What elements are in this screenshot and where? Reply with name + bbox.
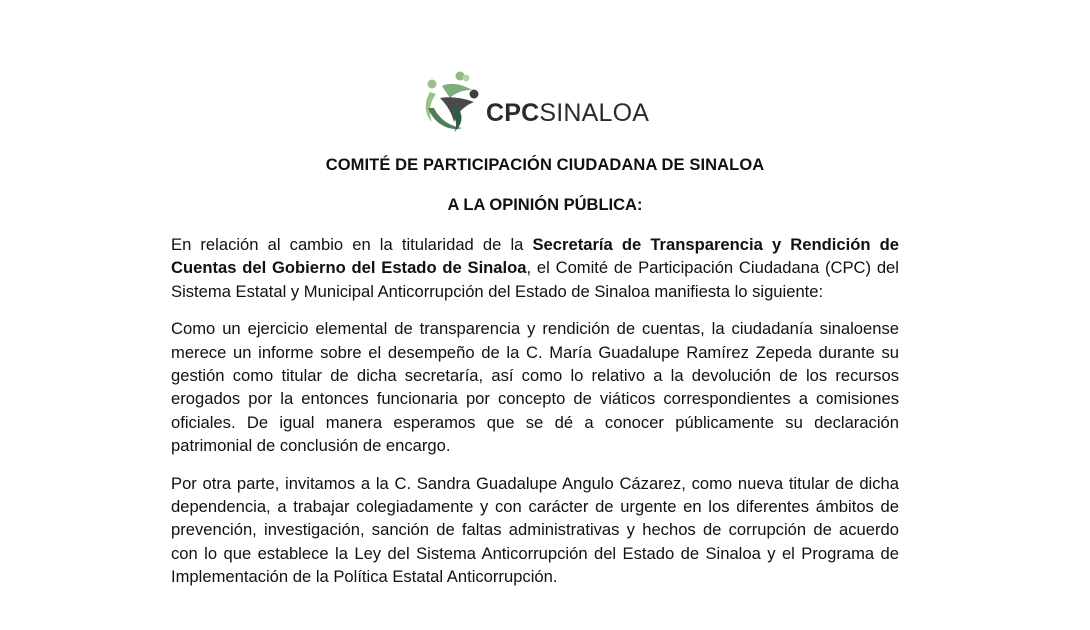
logo-wordmark xyxy=(486,98,649,128)
paragraph-1-rest: , el Comité de Participación Ciudadana (CPC) del Sistema Estatal y Municipal Anticorrupción del Estado de Sinaloa manifiesta lo siguiente: xyxy=(171,258,899,301)
paragraph-1-intro: En relación al cambio en la titularidad de la xyxy=(171,235,533,254)
logo-sinaloa-text: SINALOA xyxy=(539,99,650,127)
addressee-heading: A LA OPINIÓN PÚBLICA: xyxy=(447,196,643,214)
paragraph-1-entity: Secretaría de Transparencia y Rendición de Cuentas del Gobierno del Estado de Sinaloa xyxy=(171,235,899,278)
statement-body xyxy=(171,233,899,603)
cpc-sinaloa-logo xyxy=(420,68,650,134)
paragraph-1 xyxy=(171,233,899,303)
logo-cpc-text: CPC xyxy=(486,99,540,127)
logo-figures-icon xyxy=(420,68,486,134)
organization-title: COMITÉ DE PARTICIPACIÓN CIUDADANA DE SINALOA xyxy=(325,156,765,174)
paragraph-3: Por otra parte, invitamos a la C. Sandra Guadalupe Angulo Cázarez, como nueva titular de dicha dependencia, a trabajar colegiadamente y con carácter de urgente en los diferentes ámbitos de prevención, investigación, sanción de faltas administrativas y hechos de corrupción de acuerdo con lo que establece la Ley del Sistema Anticorrupción del Estado de Sinaloa y el Programa de Implementación de la Política Estatal Anticorrupción. xyxy=(171,473,899,587)
paragraph-2: Como un ejercicio elemental de transparencia y rendición de cuentas, la ciudadanía sinaloense merece un informe sobre el desempeño de la C. María Guadalupe Ramírez Zepeda durante su gestión como titular de dicha secretaría, así como lo relativo a la devolución de los recursos erogados por la entonces funcionaria por concepto de viáticos correspondientes a comisiones oficiales. De igual manera esperamos que se dé a conocer públicamente su declaración patrimonial de conclusión de encargo. xyxy=(171,319,899,456)
